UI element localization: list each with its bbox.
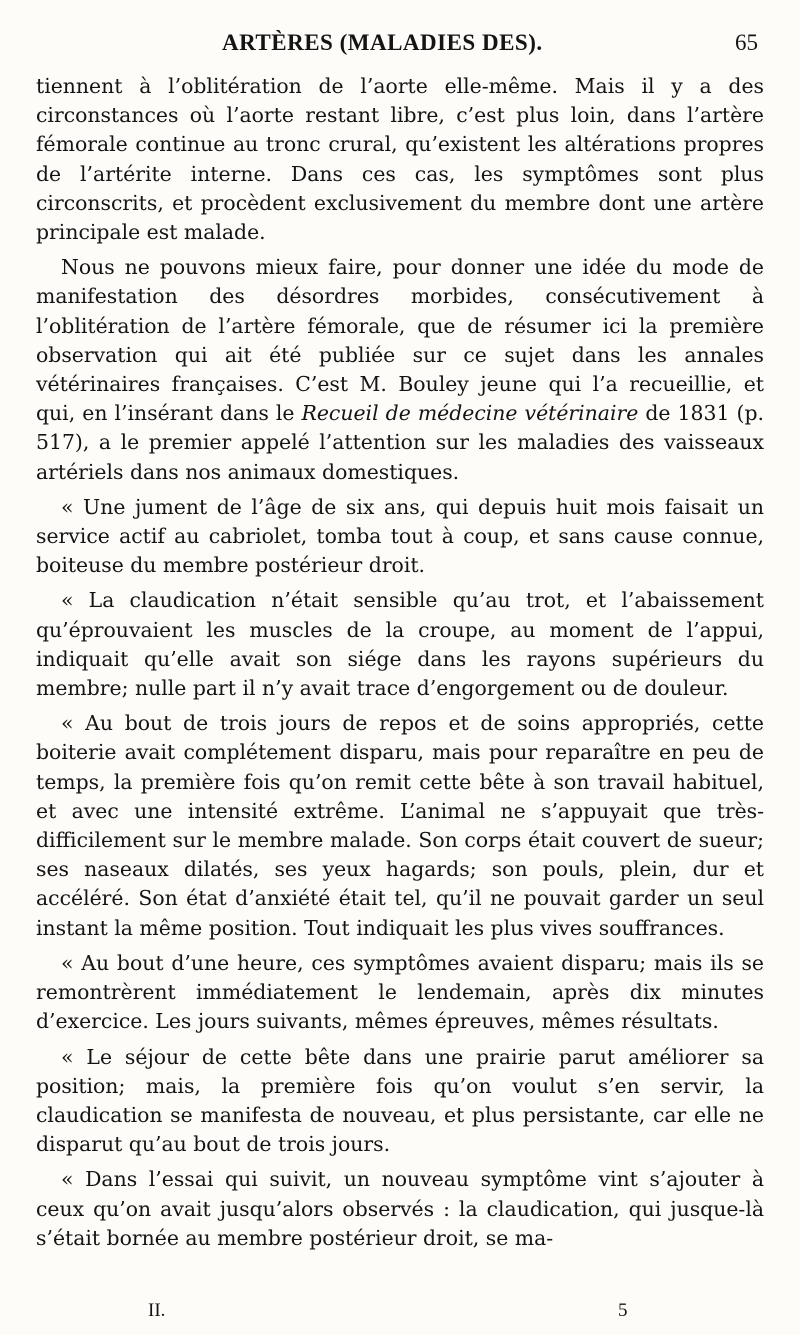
volume-mark: II. bbox=[148, 1300, 166, 1321]
paragraph-5: « Au bout de trois jours de repos et de soins appropriés, cette boiterie avait complétement disparu, mais pour reparaître en peu de temps, la première fois qu’on remit cette bête à son travail habituel, et avec une intensité extrême. L’animal ne s’appuyait que très-difficilement sur le membre malade. Son corps était couvert de sueur; ses naseaux dilatés, ses yeux hagards; son pouls, plein, dur et accéléré. Son état d’anxiété était tel, qu’il ne pouvait garder un seul instant la même position. Tout indiquait les plus vives souffrances. bbox=[36, 711, 764, 940]
paragraph-6: « Au bout d’une heure, ces symptômes avaient disparu; mais ils se remontrèrent immédiatement le lendemain, après dix minutes d’exercice. Les jours suivants, mêmes épreuves, mêmes résultats. bbox=[36, 950, 764, 1034]
paragraph-8: « Dans l’essai qui suivit, un nouveau symptôme vint s’ajouter à ceux qu’on avait jusqu’alors observés : la claudication, qui jusque-là s’était bornée au membre postérieur droit, se ma- bbox=[36, 1167, 764, 1250]
journal-title: Recueil de médecine vétérinaire bbox=[301, 401, 639, 426]
running-title: ARTÈRES (MALADIES DES). bbox=[222, 30, 543, 55]
page-header bbox=[0, 30, 800, 64]
page-number: 65 bbox=[735, 30, 758, 55]
paragraph-2 bbox=[36, 253, 764, 487]
paragraph-4: « La claudication n’était sensible qu’au trot, et l’abaissement qu’éprouvaient les muscles de la croupe, au moment de l’appui, indiquait qu’elle avait son siége dans les rayons supérieurs du membre; nulle part il n’y avait trace d’engorgement ou de douleur. bbox=[36, 588, 764, 701]
paragraph-1: tiennent à l’oblitération de l’aorte elle-même. Mais il y a des circonstances où l’aorte restant libre, c’est plus loin, dans l’artère fémorale continue au tronc crural, qu’existent les altérations propres de l’artérite interne. Dans ces cas, les symptômes sont plus circonscrits, et procèdent exclusivement du membre dont une artère principale est malade. bbox=[36, 74, 764, 245]
paragraph-2-text: Nous ne pouvons mieux faire, pour donner une idée du mode de manifestation des désordres morbides, consécutivement à l’oblitération de l’artère fémorale, que de résumer ici la première observation qui ait été publiée sur ce sujet dans les annales vétérinaires françaises. C’est M. Bouley jeune qui l’a recueillie, et qui, en l’insérant dans le bbox=[36, 255, 764, 426]
paragraph-7: « Le séjour de cette bête dans une prairie parut améliorer sa position; mais, la première fois qu’on voulut s’en servir, la claudication se manifesta de nouveau, et plus persistante, car elle ne disparut qu’au bout de trois jours. bbox=[36, 1044, 764, 1157]
signature-mark: 5 bbox=[618, 1300, 628, 1321]
body-text bbox=[36, 72, 764, 1259]
page-footer bbox=[0, 1300, 800, 1328]
paragraph-2-continuation: de 1831 (p. 517), a le premier appelé l’attention sur les maladies des vaisseaux artériels dans nos animaux domestiques. bbox=[36, 401, 764, 484]
paragraph-3: « Une jument de l’âge de six ans, qui depuis huit mois faisait un service actif au cabriolet, tomba tout à coup, et sans cause connue, boiteuse du membre postérieur droit. bbox=[36, 494, 764, 578]
